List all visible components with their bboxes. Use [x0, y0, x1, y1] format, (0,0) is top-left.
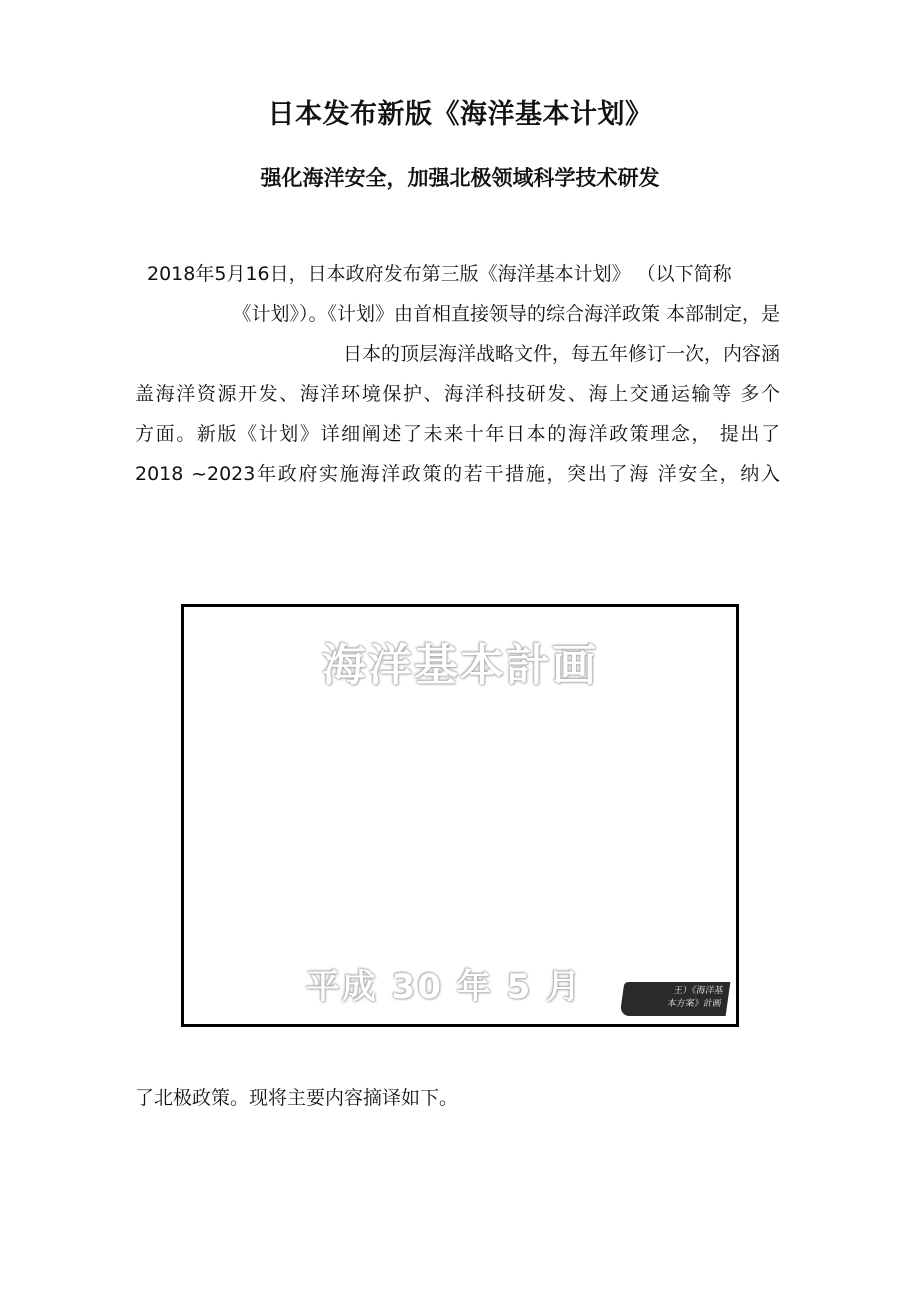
paragraph-line: 日本的顶层海洋战略文件，每五年修订一次，内容涵 [342, 343, 780, 365]
page-subtitle: 强化海洋安全，加强北极领域科学技术研发 [260, 166, 660, 190]
paragraph-line: 方面。新版《计划》详细阐述了未来十年日本的海洋政策理念， 提出了 [135, 423, 780, 445]
cover-stamp [620, 982, 731, 1016]
body-paragraph [135, 254, 780, 494]
paragraph-line: 盖海洋资源开发、海洋环境保护、海洋科技研发、海上交通运输等 多个 [135, 383, 780, 405]
plan-cover-image [181, 604, 739, 1027]
after-figure-text: 了北极政策。现将主要内容摘译如下。 [135, 1087, 459, 1109]
page-title: 日本发布新版《海洋基本计划》 [267, 99, 653, 130]
paragraph-line: 2018 ~2023年政府实施海洋政策的若干措施，突出了海 洋安全，纳入 [135, 463, 780, 485]
paragraph-line: 2018年5月16日，日本政府发布第三版《海洋基本计划》 （以下简称 [147, 263, 732, 285]
stamp-line: 本方案》計画 [666, 999, 722, 1009]
cover-title: 海洋基本計画 [322, 640, 598, 691]
paragraph-line: 《计划》）。《计划》由首相直接领导的综合海洋政策 本部制定，是 [232, 303, 780, 325]
stamp-line: 王）《海洋基 [672, 986, 724, 996]
cover-date: 平成 30 年 5 月 [305, 967, 583, 1007]
